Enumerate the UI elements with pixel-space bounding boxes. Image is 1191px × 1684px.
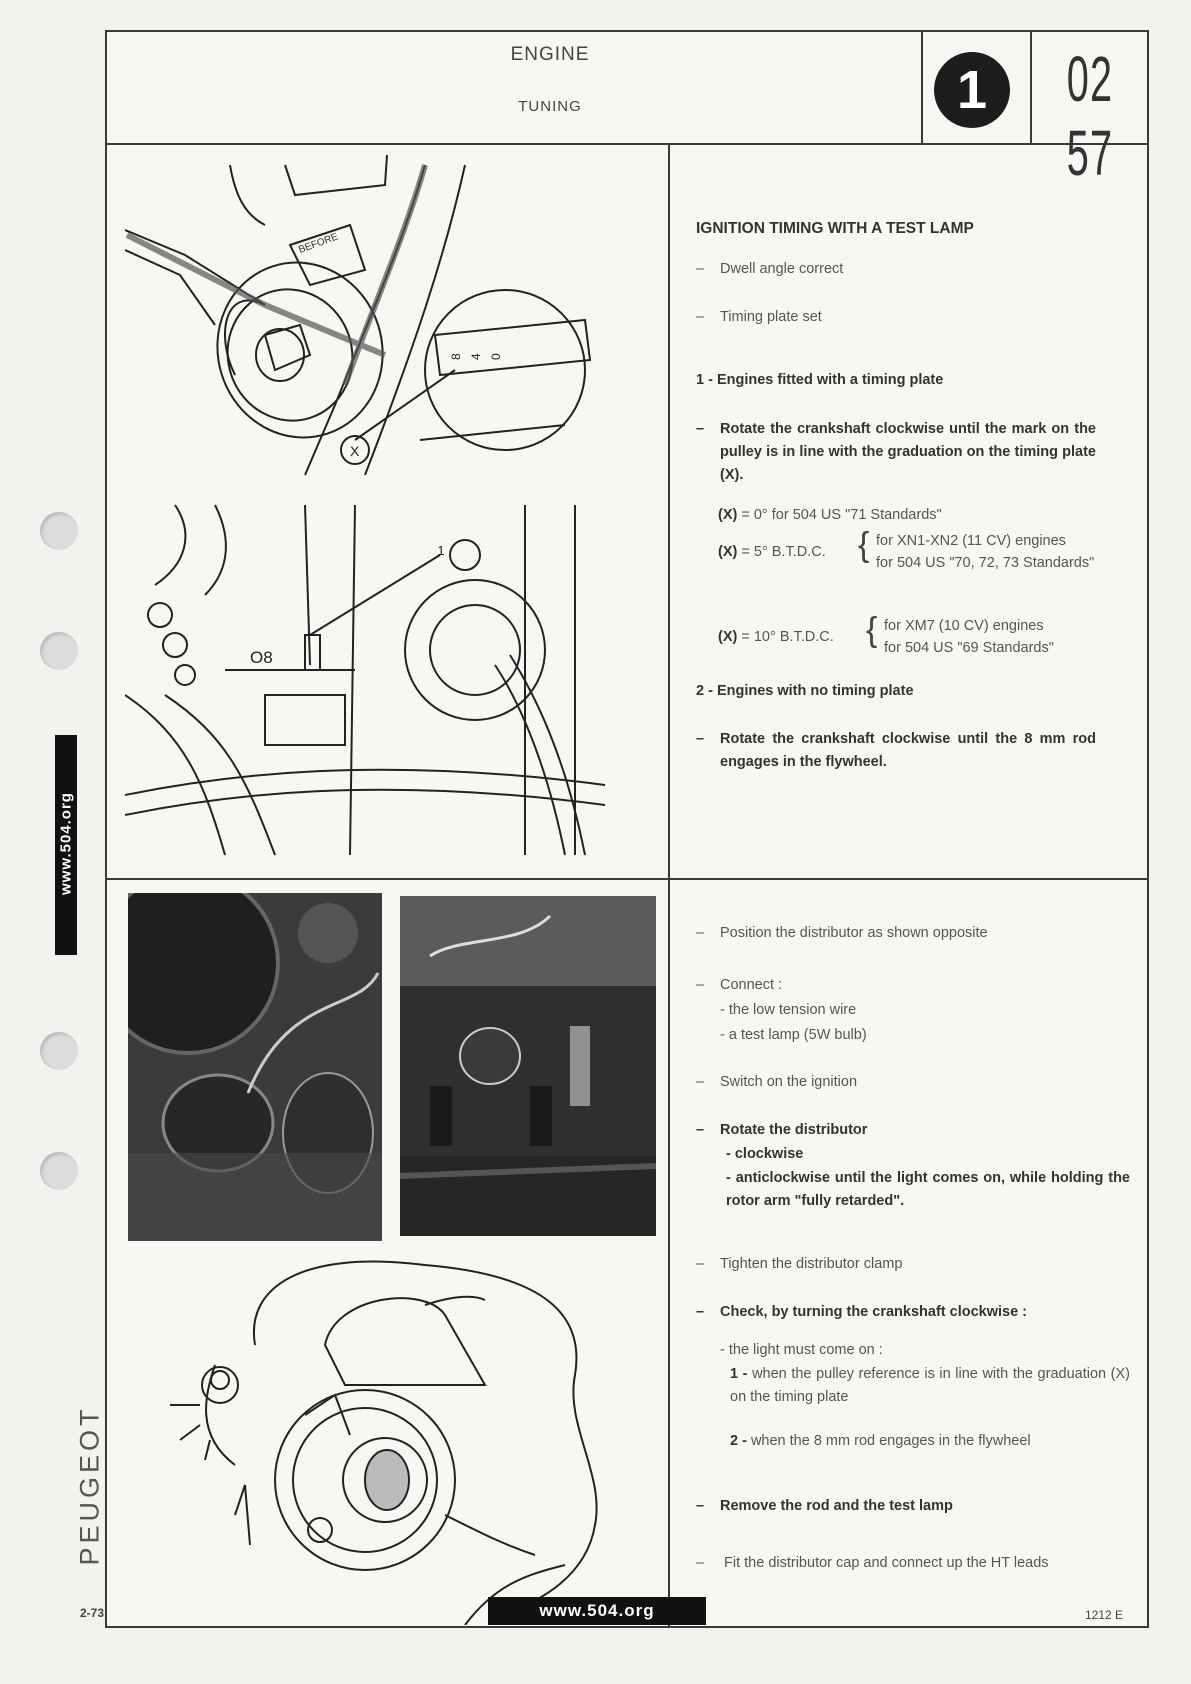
step-switch-on-text: Switch on the ignition bbox=[720, 1074, 858, 1090]
x-value-3-b: for 504 US "69 Standards" bbox=[884, 640, 1054, 656]
step-position: – Position the distributor as shown opposite bbox=[696, 925, 988, 941]
condition-number: 1 - bbox=[730, 1366, 748, 1382]
header-divider bbox=[105, 143, 1149, 145]
page-title: ENGINE bbox=[510, 44, 590, 65]
engine-photo-1 bbox=[128, 893, 382, 1241]
bullet-dash: – bbox=[696, 261, 705, 277]
engine-photo-2 bbox=[400, 896, 656, 1236]
connect-item-2: - a test lamp (5W bulb) bbox=[720, 1027, 867, 1043]
step-tighten: – Tighten the distributor clamp bbox=[696, 1256, 903, 1272]
step-fit-cap-text: Fit the distributor cap and connect up the HT leads bbox=[724, 1555, 1049, 1571]
step-connect: – Connect : bbox=[696, 977, 783, 993]
binder-hole bbox=[40, 632, 78, 670]
doc-code: 1212 E bbox=[1085, 1608, 1124, 1622]
page-subtitle: TUNING bbox=[518, 98, 582, 115]
x-value-1-text: = 0° for 504 US "71 Standards" bbox=[741, 507, 942, 523]
page-ref: 2-73 bbox=[80, 1606, 105, 1620]
bullet-dash: – bbox=[696, 309, 705, 325]
step-tighten-text: Tighten the distributor clamp bbox=[720, 1256, 903, 1272]
condition-number: 2 - bbox=[730, 1433, 747, 1449]
scale-label: 0 bbox=[489, 353, 503, 360]
precondition-1-text: Dwell angle correct bbox=[720, 261, 844, 277]
step-check-text: Check, by turning the crankshaft clockwise : bbox=[720, 1304, 1027, 1320]
check-condition-1-text: when the pulley reference is in line with the graduation (X) on the timing plate bbox=[730, 1366, 1131, 1405]
side-watermark-text: www.504.org bbox=[57, 792, 75, 895]
precondition-2-text: Timing plate set bbox=[720, 309, 822, 325]
check-condition-2 bbox=[730, 1430, 1031, 1453]
step-rotate-1-text: Rotate the crankshaft clockwise until the mark on the pulley is in line with the graduation on the timing plate (X). bbox=[720, 421, 1096, 483]
side-watermark bbox=[55, 735, 77, 955]
x-symbol: (X) bbox=[718, 629, 738, 645]
step-position-text: Position the distributor as shown opposite bbox=[720, 925, 988, 941]
o8-label: O8 bbox=[250, 648, 273, 667]
scale-label: 4 bbox=[469, 353, 483, 360]
before-label: BEFORE bbox=[297, 231, 340, 256]
brand-peugeot: PEUGEOT bbox=[74, 1405, 105, 1566]
x-value-2-b: for 504 US "70, 72, 73 Standards" bbox=[876, 555, 1095, 571]
step-rotate-2-text: Rotate the crankshaft clockwise until the 8 mm rod engages in the flywheel. bbox=[720, 731, 1096, 770]
step-rotate-distributor-text: Rotate the distributor bbox=[720, 1122, 868, 1138]
rotate-clockwise: - clockwise bbox=[726, 1146, 804, 1162]
rotate-anticlockwise: - anticlockwise until the light comes on, while holding the rotor arm "fully retarded". bbox=[726, 1170, 1130, 1209]
binder-hole bbox=[40, 1032, 78, 1070]
step-connect-text: Connect : bbox=[720, 977, 783, 993]
footer-watermark-text: www.504.org bbox=[539, 1601, 655, 1620]
step-fit-cap: – Fit the distributor cap and connect up the HT leads bbox=[696, 1552, 1130, 1575]
binder-hole bbox=[40, 512, 78, 550]
check-light: - the light must come on : bbox=[720, 1342, 883, 1358]
binder-hole bbox=[40, 1152, 78, 1190]
scale-label: 8 bbox=[449, 353, 463, 360]
step-rotate-1: – Rotate the crankshaft clockwise until the mark on the pulley is in line with the graduation on the timing plate (X). bbox=[696, 418, 1096, 487]
check-condition-2-text: when the 8 mm rod engages in the flywheel bbox=[750, 1433, 1031, 1449]
x-value-2-a: for XN1-XN2 (11 CV) engines bbox=[876, 533, 1066, 549]
x-value-2: (X) = 5° B.T.D.C. { for XN1-XN2 (11 CV) engines for 504 US "70, 72, 73 Standards" bbox=[718, 541, 1118, 564]
x-symbol: (X) bbox=[718, 544, 738, 560]
check-condition-1 bbox=[730, 1363, 1130, 1409]
x-value-3-text: = 10° B.T.D.C. bbox=[741, 629, 834, 645]
section-badge bbox=[934, 52, 1010, 128]
x-marker: X bbox=[350, 443, 360, 459]
flywheel-rod-diagram bbox=[125, 495, 660, 865]
subheading-2: 2 - Engines with no timing plate bbox=[696, 683, 914, 699]
section-divider bbox=[105, 878, 1149, 880]
section-number: 1 bbox=[956, 60, 988, 120]
step-rotate-distributor: – Rotate the distributor bbox=[696, 1122, 868, 1138]
step-remove: – Remove the rod and the test lamp bbox=[696, 1498, 953, 1514]
x-symbol: (X) bbox=[718, 507, 738, 523]
footer-watermark bbox=[488, 1597, 706, 1625]
x-value-1 bbox=[718, 504, 942, 527]
callout-1-label: 1 bbox=[437, 543, 445, 558]
connect-item-1: - the low tension wire bbox=[720, 1002, 857, 1018]
section1-heading: IGNITION TIMING WITH A TEST LAMP bbox=[696, 220, 974, 237]
x-value-3: (X) = 10° B.T.D.C. { for XM7 (10 CV) engines for 504 US "69 Standards" bbox=[718, 626, 1118, 649]
precondition-2 bbox=[696, 306, 822, 329]
distributor-diagram bbox=[125, 1255, 660, 1625]
page-code: 02 57 bbox=[1066, 43, 1114, 189]
x-value-2-text: = 5° B.T.D.C. bbox=[741, 544, 826, 560]
step-rotate-2: – Rotate the crankshaft clockwise until the 8 mm rod engages in the flywheel. bbox=[696, 728, 1096, 774]
precondition-1 bbox=[696, 258, 843, 281]
step-check: – Check, by turning the crankshaft clockwise : bbox=[696, 1304, 1027, 1320]
x-value-3-a: for XM7 (10 CV) engines bbox=[884, 618, 1044, 634]
header-box-divider bbox=[1030, 30, 1032, 144]
step-switch-on: – Switch on the ignition bbox=[696, 1074, 858, 1090]
pulley-diagram bbox=[125, 155, 660, 485]
subheading-1: 1 - Engines fitted with a timing plate bbox=[696, 372, 944, 388]
step-remove-text: Remove the rod and the test lamp bbox=[720, 1498, 953, 1514]
column-divider bbox=[668, 143, 670, 1628]
header-box-divider bbox=[921, 30, 923, 144]
